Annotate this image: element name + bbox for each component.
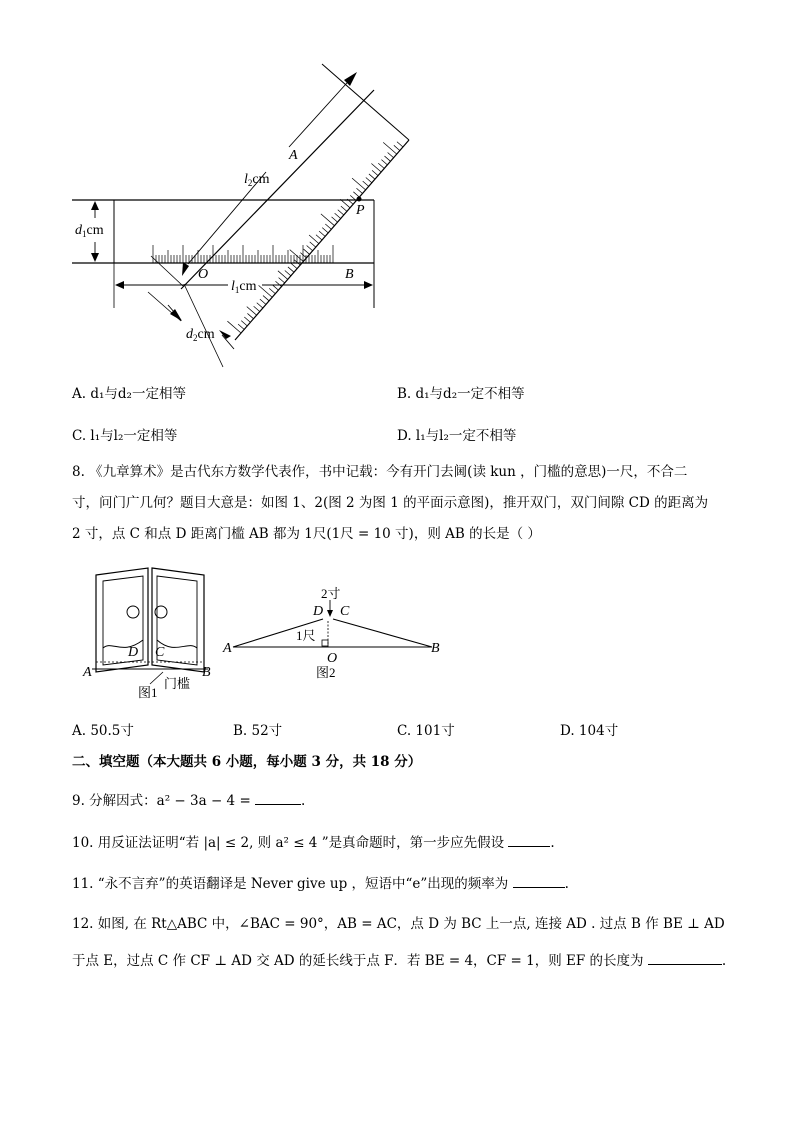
section-heading: 二、填空题（本大题共 6 小题，每小题 3 分，共 18 分） (72, 754, 422, 770)
threshold-label: 门槛 (164, 676, 191, 691)
q7-option-c[interactable]: C. l₁与l₂一定相等 (72, 428, 178, 444)
q12-answer-blank[interactable] (648, 950, 722, 965)
q12-line-1: 12. 如图, 在 Rt△ABC 中，∠BAC = 90°，AB = AC，点 D 为 BC 上一点, 连接 AD . 过点 B 作 BE ⊥ AD (72, 916, 725, 932)
q11-text: 11. “永不言弃”的英语翻译是 Never give up ，短语中“e”出现的频率为 (72, 876, 509, 892)
fig2-label-D: D (313, 604, 324, 619)
q8-line-1: 8. 《九章算术》是古代东方数学代表作，书中记载：今有开门去阃(读 kun ，门槛的意思)一尺，不合二 (72, 464, 688, 480)
point-P (357, 197, 362, 202)
distance-label: 1尺 (296, 628, 316, 643)
fig2-caption: 图2 (316, 665, 336, 680)
q8-option-a[interactable]: A. 50.5寸 (72, 723, 134, 739)
q8-option-b[interactable]: B. 52寸 (233, 723, 283, 739)
q9-text: 9. 分解因式：a² − 3a − 4 = (72, 793, 251, 809)
fig2-label-B: B (431, 641, 440, 656)
ruler-figure (60, 55, 430, 380)
tilted-ruler-edge-1 (181, 90, 374, 289)
fig1-label-D: D (128, 645, 139, 660)
label-A: A (289, 148, 298, 163)
q10-text: 10. 用反证法证明“若 |a| ≤ 2, 则 a² ≤ 4 ”是真命题时，第一步应先假设 (72, 835, 505, 851)
fig1-label-A: A (83, 665, 92, 680)
label-l2: $l_2cm$ (244, 172, 270, 188)
q8-option-d[interactable]: D. 104寸 (560, 723, 619, 739)
q10-answer-blank[interactable] (508, 832, 550, 847)
fig2-label-A: A (223, 641, 232, 656)
fig1-caption: 图1 (138, 685, 158, 700)
q12-text: 于点 E，过点 C 作 CF ⊥ AD 交 AD 的延长线于点 F．若 BE = 4，CF = 1，则 EF 的长度为 (72, 953, 644, 969)
fig2-label-O: O (327, 651, 338, 666)
fig1-label-B: B (202, 665, 211, 680)
fig2-label-C: C (340, 604, 350, 619)
fig1-label-C: C (155, 645, 165, 660)
door-figures (75, 558, 455, 708)
label-d1: $d_1cm$ (75, 223, 104, 239)
q8-line-2: 寸，问门广几何？题目大意是：如图 1、2(图 2 为图 1 的平面示意图)，推开双门，双门间隙 CD 的距离为 (72, 495, 709, 511)
label-B: B (345, 267, 354, 282)
q11-answer-blank[interactable] (513, 873, 565, 888)
label-P: P (356, 203, 365, 218)
door-left (96, 568, 148, 672)
q7-option-a[interactable]: A. d₁与d₂一定相等 (72, 386, 186, 402)
q8-option-c[interactable]: C. 101寸 (397, 723, 455, 739)
q12-line-2: 于点 E，过点 C 作 CF ⊥ AD 交 AD 的延长线于点 F．若 BE = 4，CF = 1，则 EF 的长度为 . (72, 950, 726, 971)
label-l1: $l_1cm$ (231, 279, 257, 295)
q9-answer-blank[interactable] (255, 790, 301, 805)
label-d2: $d_2cm$ (186, 327, 215, 343)
gap-label: 2寸 (321, 586, 341, 601)
q8-line-3: 2 寸，点 C 和点 D 距离门槛 AB 都为 1尺(1尺 = 10 寸)，则 AB 的长是（ ） (72, 526, 541, 542)
label-O: O (198, 267, 209, 282)
q11: 11. “永不言弃”的英语翻译是 Never give up ，短语中“e”出现的频率为 . (72, 873, 569, 894)
q10: 10. 用反证法证明“若 |a| ≤ 2, 则 a² ≤ 4 ”是真命题时，第一步应先假设 . (72, 832, 555, 853)
q7-option-b[interactable]: B. d₁与d₂一定不相等 (397, 386, 525, 402)
q7-option-d[interactable]: D. l₁与l₂一定不相等 (397, 428, 517, 444)
q9: 9. 分解因式：a² − 3a − 4 = . (72, 790, 305, 811)
